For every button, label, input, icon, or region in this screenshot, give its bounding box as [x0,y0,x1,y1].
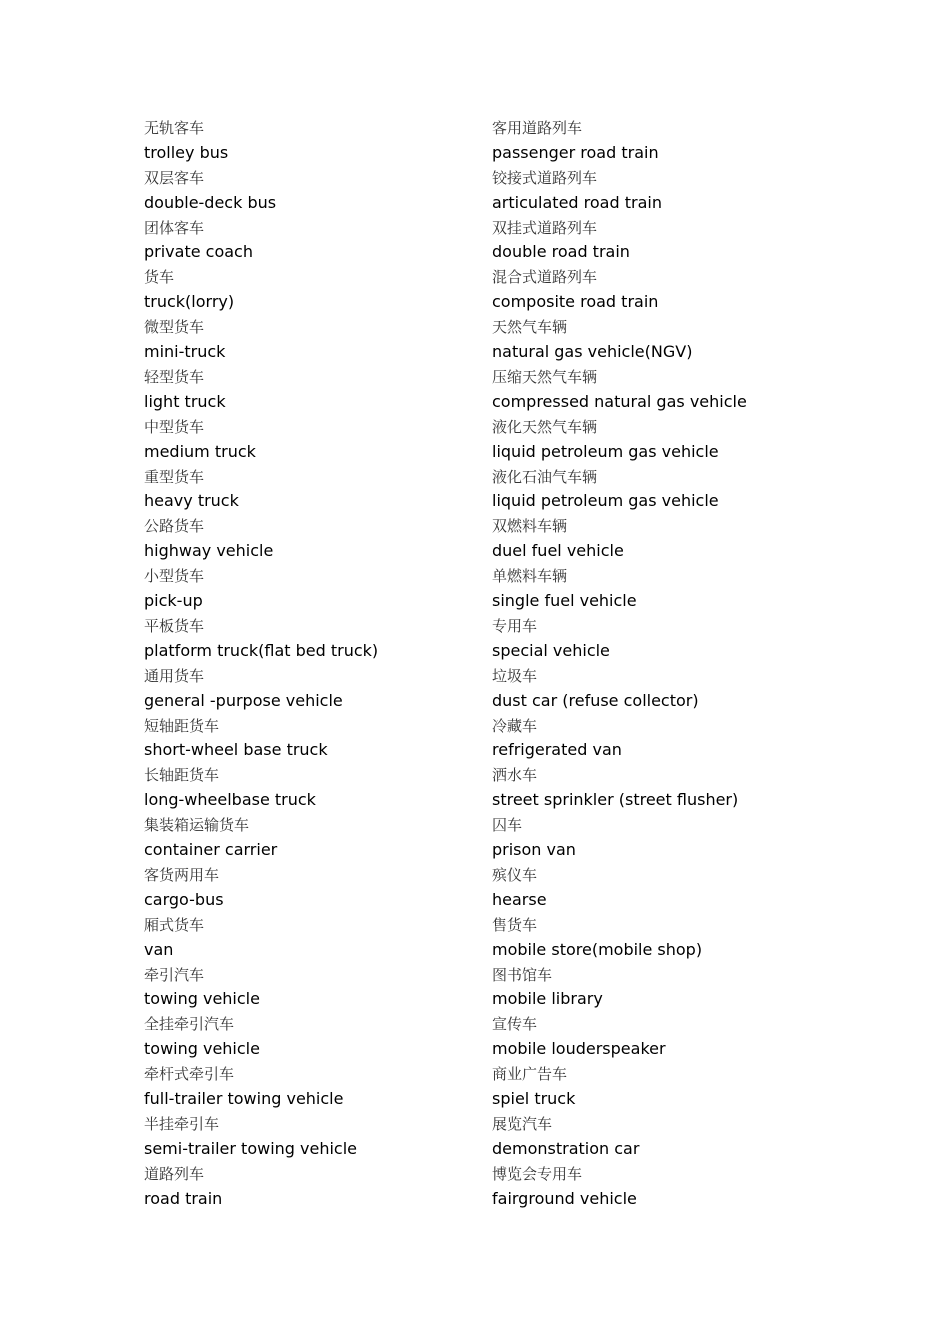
english-term: container carrier [144,840,278,860]
english-term: dust car (refuse collector) [492,690,699,710]
english-term: mini-truck [144,342,226,362]
chinese-term: 殡仪车 [492,865,538,884]
glossary-entry [492,1162,912,1212]
chinese-term: 集装箱运输货车 [144,816,250,835]
glossary-entry [492,813,912,863]
chinese-term: 冷藏车 [492,716,538,735]
glossary-entry [492,415,912,465]
english-term: semi-trailer towing vehicle [144,1138,357,1158]
chinese-term: 无轨客车 [144,119,205,137]
glossary-entry [144,1162,474,1212]
english-term: full-trailer towing vehicle [144,1089,344,1109]
chinese-term: 博览会专用车 [492,1164,583,1183]
glossary-entry [144,714,474,764]
left-glossary-column [144,116,474,1212]
chinese-term: 商业广告车 [492,1065,568,1084]
glossary-entry [492,265,912,315]
glossary-entry [492,116,912,166]
chinese-term: 货车 [144,268,175,287]
chinese-term: 客货两用车 [144,865,220,884]
english-term: composite road train [492,292,659,312]
chinese-term: 双燃料车辆 [492,517,568,536]
english-term: heavy truck [144,491,239,511]
english-term: spiel truck [492,1089,576,1109]
chinese-term: 厢式货车 [144,915,205,934]
glossary-entry [492,514,912,564]
english-term: light truck [144,391,226,411]
glossary-entry [492,714,912,764]
glossary-entry [492,1062,912,1112]
english-term: compressed natural gas vehicle [492,391,747,411]
english-term: prison van [492,840,576,860]
glossary-entry [492,664,912,714]
english-term: mobile louderspeaker [492,1039,666,1059]
glossary-entry [144,763,474,813]
english-term: hearse [492,889,547,909]
english-term: articulated road train [492,192,662,212]
chinese-term: 道路列车 [144,1164,205,1183]
chinese-term: 公路货车 [144,517,205,536]
glossary-entry [144,1012,474,1062]
glossary-entry [492,913,912,963]
chinese-term: 囚车 [492,816,523,835]
english-term: private coach [144,242,253,262]
glossary-entry [492,166,912,216]
glossary-entry [144,813,474,863]
chinese-term: 双挂式道路列车 [492,218,598,237]
glossary-entry [144,315,474,365]
glossary-entry [144,963,474,1013]
english-term: refrigerated van [492,740,622,760]
glossary-entry [492,614,912,664]
chinese-term: 铰接式道路列车 [492,168,598,187]
chinese-term: 长轴距货车 [144,766,220,785]
chinese-term: 半挂牵引车 [144,1114,220,1133]
chinese-term: 液化石油气车辆 [492,467,598,486]
english-term: truck(lorry) [144,292,235,312]
english-term: single fuel vehicle [492,591,637,611]
chinese-term: 双层客车 [144,168,205,187]
chinese-term: 团体客车 [144,218,205,237]
english-term: short-wheel base truck [144,740,328,760]
chinese-term: 平板货车 [144,616,205,635]
english-term: road train [144,1188,223,1208]
english-term: towing vehicle [144,989,260,1009]
chinese-term: 重型货车 [144,467,205,486]
chinese-term: 牵杆式牵引车 [144,1065,235,1084]
chinese-term: 液化天然气车辆 [492,417,598,436]
glossary-entry [492,465,912,515]
glossary-entry [144,415,474,465]
english-term: demonstration car [492,1138,640,1158]
chinese-term: 宣传车 [492,1015,538,1034]
chinese-term: 通用货车 [144,666,205,685]
right-glossary-column [492,116,912,1212]
english-term: pick-up [144,591,203,611]
glossary-entry [492,863,912,913]
glossary-entry [144,614,474,664]
chinese-term: 短轴距货车 [144,716,220,735]
glossary-entry [144,116,474,166]
english-term: liquid petroleum gas vehicle [492,491,719,511]
glossary-entry [144,564,474,614]
english-term: special vehicle [492,640,610,660]
chinese-term: 中型货车 [144,417,205,436]
glossary-entry [144,166,474,216]
glossary-entry [492,963,912,1013]
glossary-entry [144,664,474,714]
english-term: highway vehicle [144,541,274,561]
glossary-entry [144,913,474,963]
english-term: platform truck(flat bed truck) [144,640,379,660]
glossary-entry [144,1062,474,1112]
chinese-term: 微型货车 [144,318,205,337]
glossary-entry [492,1112,912,1162]
english-term: medium truck [144,441,256,461]
chinese-term: 混合式道路列车 [492,268,598,287]
chinese-term: 轻型货车 [144,367,205,386]
glossary-entry [144,514,474,564]
chinese-term: 牵引汽车 [144,965,205,984]
english-term: mobile library [492,989,603,1009]
english-term: duel fuel vehicle [492,541,624,561]
glossary-entry [492,216,912,266]
english-term: towing vehicle [144,1039,260,1059]
english-term: general -purpose vehicle [144,690,343,710]
english-term: mobile store(mobile shop) [492,939,703,959]
glossary-entry [144,863,474,913]
english-term: trolley bus [144,142,229,162]
english-term: fairground vehicle [492,1188,637,1208]
chinese-term: 专用车 [492,616,538,635]
glossary-entry [492,315,912,365]
glossary-entry [492,1012,912,1062]
glossary-entry [144,265,474,315]
english-term: liquid petroleum gas vehicle [492,441,719,461]
english-term: long-wheelbase truck [144,790,316,810]
chinese-term: 洒水车 [492,766,538,785]
chinese-term: 垃圾车 [492,666,538,685]
english-term: street sprinkler (street flusher) [492,790,739,810]
chinese-term: 天然气车辆 [492,318,568,337]
chinese-term: 小型货车 [144,567,205,586]
english-term: passenger road train [492,142,659,162]
english-term: van [144,939,174,959]
chinese-term: 展览汽车 [492,1114,553,1133]
glossary-entry [144,216,474,266]
glossary-entry [492,564,912,614]
glossary-entry [144,365,474,415]
glossary-entry [144,1112,474,1162]
chinese-term: 全挂牵引汽车 [144,1015,235,1034]
glossary-entry [144,465,474,515]
chinese-term: 压缩天然气车辆 [492,367,598,386]
glossary-entry [492,763,912,813]
english-term: cargo-bus [144,889,224,909]
glossary-entry [492,365,912,415]
chinese-term: 单燃料车辆 [492,567,568,586]
chinese-term: 图书馆车 [492,965,553,984]
chinese-term: 客用道路列车 [492,119,583,137]
english-term: double-deck bus [144,192,277,212]
english-term: double road train [492,242,630,262]
chinese-term: 售货车 [492,915,538,934]
english-term: natural gas vehicle(NGV) [492,342,693,362]
